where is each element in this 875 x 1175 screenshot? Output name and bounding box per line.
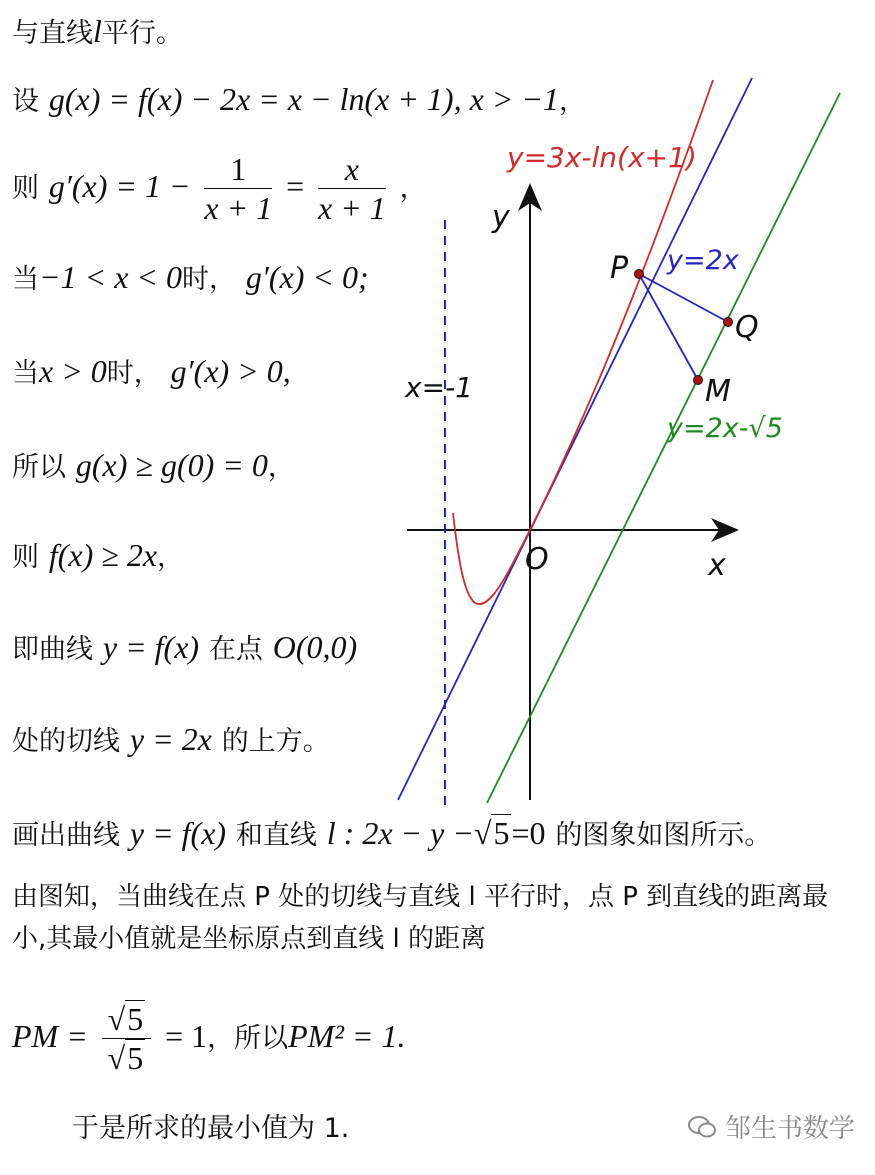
line-y-2x-minus-sqrt5 [487, 93, 840, 803]
watermark [687, 1108, 855, 1145]
math: PM = [12, 1018, 88, 1054]
text: 当 [12, 264, 39, 295]
frac-num: x [318, 150, 386, 189]
text-line-7 [12, 536, 184, 577]
x-axis-label: x [708, 548, 726, 583]
text: ， [157, 542, 185, 573]
text-line-6 [12, 446, 295, 487]
math: y = 2x [129, 721, 212, 757]
sqrt [491, 814, 511, 852]
text-line-1 [12, 12, 183, 53]
radicand: 5 [493, 815, 510, 851]
math: −1 < x < 0 [39, 259, 182, 295]
function-graph [395, 75, 855, 810]
math: g′(x) > 0, [170, 353, 291, 389]
fraction-pm [102, 1000, 152, 1077]
curve-label: y=3x-ln(x+1) [507, 141, 697, 174]
chat-bubble-icon [687, 1114, 717, 1140]
text: 的上方。 [221, 726, 330, 757]
text: 画出曲线 [12, 820, 120, 851]
math: f(x) ≥ 2x [48, 537, 158, 573]
text: 时， [106, 358, 161, 389]
frac-den: x + 1 [204, 190, 273, 226]
text-line-9 [12, 720, 330, 761]
radicand: 5 [127, 1001, 144, 1037]
explanation-paragraph: 由图知，当曲线在点 P 处的切线与直线 l 平行时，点 P 到直线的距离最小,其最小值就是坐标原点到直线 l 的距离 [12, 882, 829, 954]
point-q [724, 318, 733, 327]
text: 所以 [12, 452, 66, 483]
text: ， [399, 173, 427, 204]
text: 设 [12, 86, 39, 117]
radicand: 5 [127, 1040, 144, 1076]
math: =0 [511, 815, 546, 851]
text-line-3 [12, 150, 427, 227]
text: 当 [12, 358, 39, 389]
text-line-5 [12, 352, 291, 393]
final-answer: 于是所求的最小值为 1. [72, 1113, 350, 1144]
text: 的图象如图所示。 [555, 820, 772, 851]
text: 和直线 [235, 820, 317, 851]
fraction-2 [318, 150, 386, 227]
origin-label: O [525, 542, 549, 577]
frac-num: 1 [204, 150, 272, 189]
math: l : 2x − y − [326, 815, 474, 851]
frac-den: x + 1 [317, 190, 386, 226]
text: 则 [12, 542, 39, 573]
text: 即曲线 [12, 634, 93, 665]
sqrt-sign: √ [473, 815, 492, 851]
frac-den: √5 [107, 1040, 144, 1076]
math: = 1 [165, 1018, 208, 1054]
asymptote-label: x=-1 [405, 371, 473, 404]
text: 在点 [208, 634, 263, 665]
q-label: Q [735, 310, 759, 345]
math: y = f(x) [129, 815, 227, 851]
math: y = f(x) [102, 629, 200, 665]
green-line-label: y=2x-√5 [667, 413, 783, 444]
text: 时， [181, 264, 236, 295]
math: PM² = 1. [288, 1018, 406, 1054]
text-line-4 [12, 258, 369, 299]
math: g′(x) < 0; [245, 259, 369, 295]
watermark-text: 邹生书数学 [724, 1114, 855, 1144]
math: O(0,0) [272, 629, 358, 665]
fraction-1 [204, 150, 272, 227]
point-p [635, 270, 644, 279]
text: 则 [12, 173, 39, 204]
text: ， [558, 86, 586, 117]
var-l: l [93, 13, 102, 49]
text-line-8 [12, 628, 357, 669]
text: 处的切线 [12, 726, 120, 757]
math: x > 0 [39, 353, 107, 389]
math-derivative: g′(x) = 1 − [48, 168, 191, 204]
frac-num: √5 [102, 1000, 152, 1039]
point-m [694, 376, 703, 385]
text: 与直线 [12, 18, 93, 49]
m-label: M [705, 374, 731, 409]
text: ， [267, 452, 295, 483]
math: g(x) ≥ g(0) = 0 [75, 447, 268, 483]
y-axis-label: y [492, 200, 510, 235]
equals: = [286, 168, 305, 204]
pm-equation [12, 1000, 406, 1077]
text: 平行。 [101, 18, 183, 49]
text: ，所以 [207, 1023, 289, 1054]
blue-line-label: y=2x [667, 245, 739, 276]
math-g-def: g(x) = f(x) − 2x = x − ln(x + 1), x > −1 [48, 81, 559, 117]
text-line-10 [12, 814, 771, 855]
p-label: P [610, 251, 629, 286]
